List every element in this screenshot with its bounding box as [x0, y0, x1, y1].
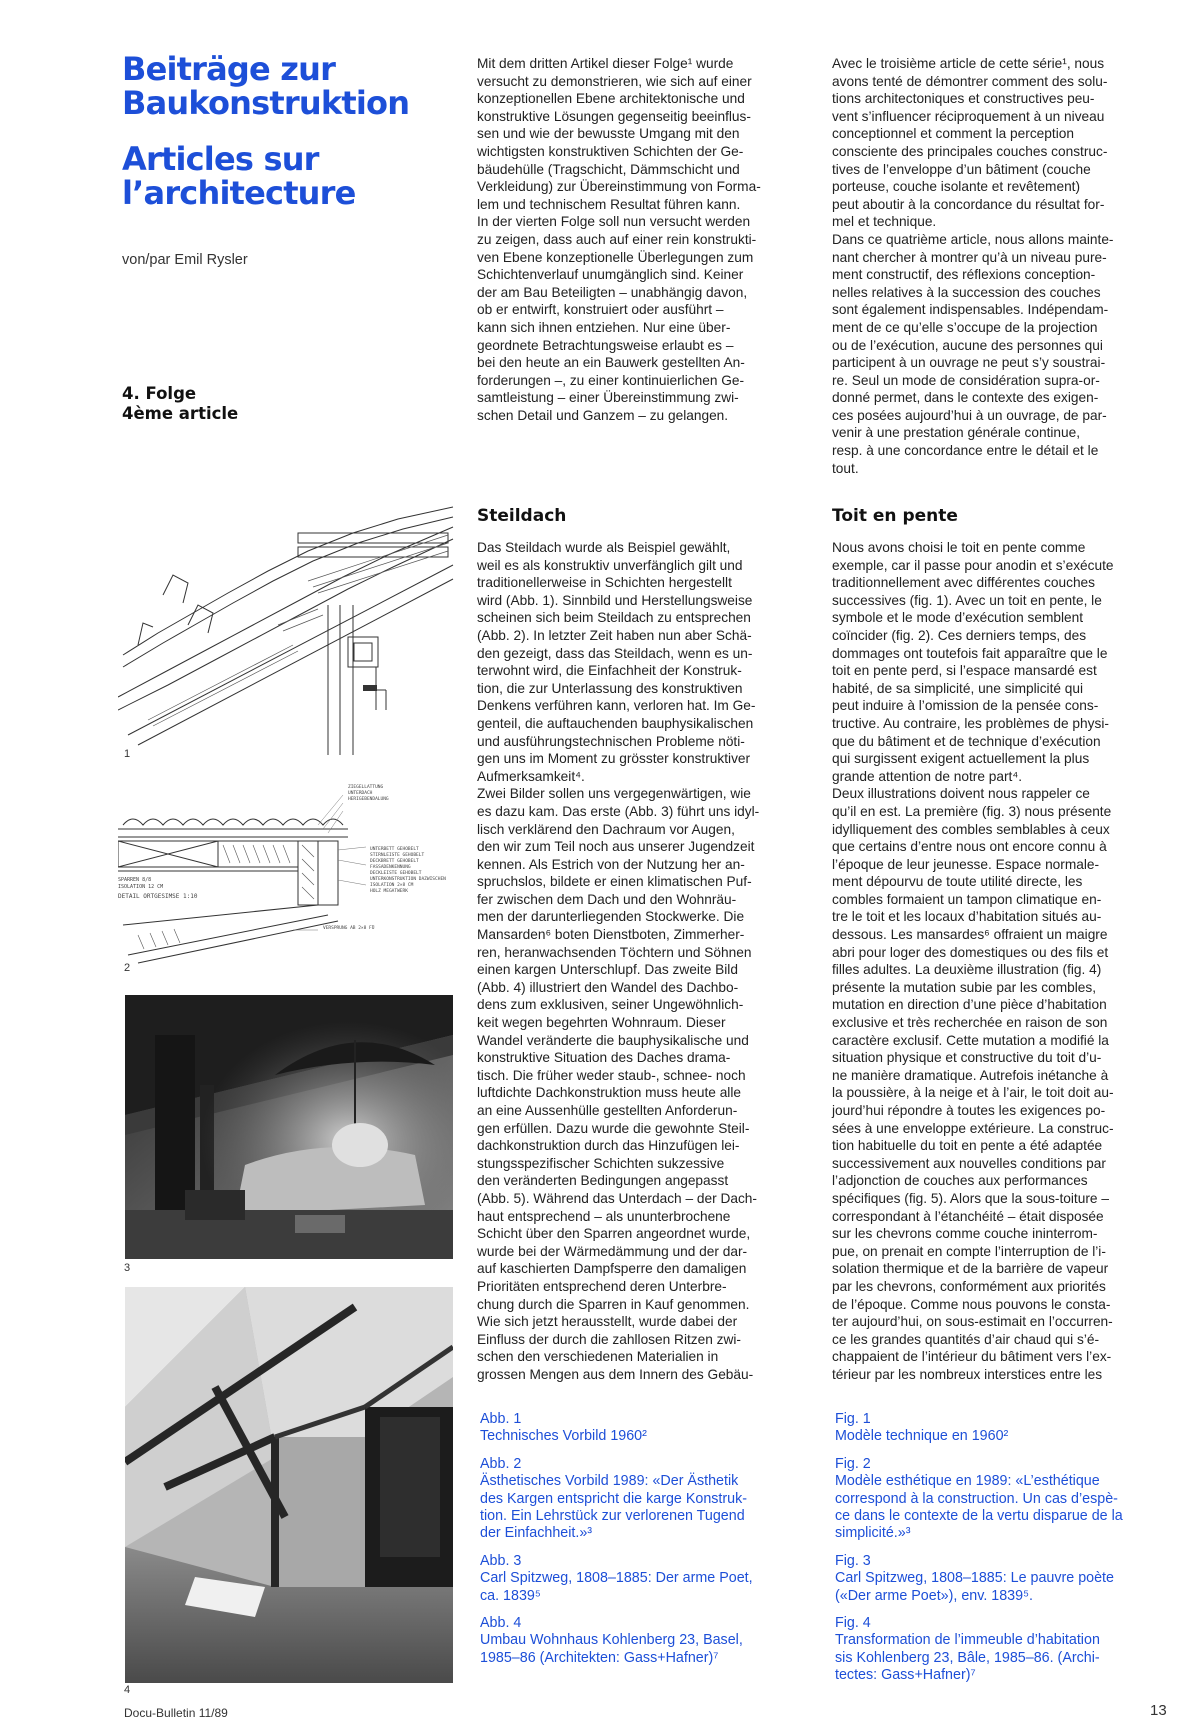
figure-caption-text: des Kargen entspricht die karge Konstruk- [480, 1490, 748, 1507]
title-german [122, 52, 422, 120]
figure-caption-text: ca. 1839⁵ [480, 1587, 541, 1604]
series-label-de: 4. Folge [122, 384, 197, 403]
figure-caption-text: Carl Spitzweg, 1808–1885: Der arme Poet, [480, 1570, 753, 1587]
title-fr-line1: Articles sur [122, 140, 319, 178]
text-line: Denkens verführen kann, verloren hat. Im Ge- [477, 698, 756, 714]
text-line: traditionnellement avec différentes couches [832, 575, 1096, 591]
text-line: filles adultes. La deuxième illustration (fig. 4) [832, 962, 1102, 978]
figure-caption-text: tectes: Gass+Hafner)⁷ [835, 1667, 976, 1684]
text-line: avons tenté de démontrer comment des solu- [832, 73, 1108, 89]
text-line: vent s’influencer réciproquement à un niveau [832, 108, 1105, 124]
text-line: Aufmerksamkeit⁴. [477, 768, 585, 784]
text-line: par les chevrons, conformément aux priorités [832, 1278, 1106, 1294]
figure-caption-label: Fig. 3 [835, 1552, 871, 1569]
text-line: tructive. Au contraire, les problèmes de physi- [832, 715, 1109, 731]
fig2-label: HOLZ MEGATWERK [370, 889, 408, 894]
figure-caption-label: Abb. 1 [480, 1411, 522, 1427]
text-line: tisch. Die früher weder staub-, schnee- noch [477, 1067, 746, 1083]
text-line: sen und wie der bewusste Umgang mit den [477, 126, 740, 142]
figure-2-labels-left [118, 877, 197, 900]
text-line: genteil, die auftauchenden bauphysikalischen [477, 715, 754, 731]
text-line: porteuse, couche isolante et revêtement) [832, 179, 1081, 195]
text-line: que certains d’entre nous ont encore connu à [832, 839, 1107, 855]
text-line: situation physique et constructive du toit d’u- [832, 1050, 1102, 1066]
title-fr-line2: l’architecture [122, 174, 356, 212]
text-line: bäudehülle (Tragschicht, Dämmschicht und [477, 161, 740, 177]
text-line: symbole et le mode d’exécution semblent [832, 610, 1084, 626]
text-line: Das Steildach wurde als Beispiel gewählt, [477, 540, 731, 555]
figure-caption-text: 1985–86 (Architekten: Gass+Hafner)⁷ [480, 1649, 719, 1666]
text-line: chung durch die Sparren in Kauf genommen. [477, 1296, 750, 1312]
text-line: qui surgissent exigent actuellement la plus [832, 751, 1090, 767]
figure-caption-label: Fig. 1 [835, 1411, 871, 1427]
figure-caption-text: der Einfachheit.»³ [480, 1525, 593, 1542]
text-line: Mansarden⁶ boten Dienstboten, Zimmerher- [477, 927, 745, 943]
figure-1-number: 1 [124, 748, 131, 760]
intro-german [477, 55, 817, 424]
text-line: Dans ce quatrième article, nous allons mainte- [832, 231, 1114, 247]
text-line: schen Detail und Ganzem – zu gelangen. [477, 407, 729, 423]
text-line: consciente des principales couches construc- [832, 143, 1108, 159]
section-heading-fr: Toit en pente [832, 506, 958, 526]
fig2-label: UNTERBETT GEHOBELT [370, 847, 419, 852]
title-de-line1: Beiträge zur [122, 50, 336, 88]
text-line: ment de ce qu’elle s’occupe de la projection [832, 319, 1098, 335]
body-french [832, 539, 1172, 1384]
text-line: ment constructif, des réflexions conception- [832, 267, 1096, 283]
fig2-label: DECKLEISTE GEHOBELT [370, 871, 422, 876]
text-line: konstruktive Situation des Daches drama- [477, 1050, 731, 1066]
fig2-label: DETAIL ORTGESIMSE 1:10 [118, 893, 198, 900]
text-line: tion habituelle du toit en pente a été adaptée [832, 1138, 1103, 1154]
text-line: den wir zum Teil noch aus unserer Jugendzeit [477, 839, 755, 855]
figure-caption-text: simplicité.»³ [835, 1525, 911, 1542]
text-line: caractère exclusif. Cette mutation a modifié la [832, 1032, 1109, 1048]
text-line: de l’époque. Comme nous pouvons le consta- [832, 1296, 1111, 1312]
text-line: tre le toit et les locaux d’habitation situés au- [832, 909, 1102, 925]
fig2-label: DECKBRETT GEHOBELT [370, 859, 419, 864]
figure-caption-text: correspond à la construction. Un cas d’espè- [835, 1490, 1118, 1507]
text-line: den gezeigt, dass das Steildach, wenn es un- [477, 645, 753, 661]
figure-caption-text: Modèle technique en 1960² [835, 1428, 1009, 1445]
text-line: keit wegen begehrten Wohnraum. Dieser [477, 1015, 726, 1031]
text-line: ment dépourvu de toute utilité directe, les [832, 874, 1083, 890]
text-line: sont également indispensables. Indépendam- [832, 302, 1109, 318]
figure-2-detail-drawing [118, 785, 458, 965]
text-line: tion, die zur Unterlassung des konstruktiven [477, 680, 743, 696]
text-line: spruchslos, bildete er einen klimatischen Puf- [477, 874, 752, 890]
text-line: Einfluss der durch die zahllosen Ritzen zwi- [477, 1331, 741, 1347]
text-line: térieur par les nombreux interstices entre les [832, 1366, 1103, 1382]
text-line: tions architectoniques et constructives peu- [832, 91, 1095, 107]
figure-caption-label: Abb. 3 [480, 1552, 522, 1569]
text-line: schen den verschiedenen Materialien in [477, 1349, 719, 1365]
text-line: Schichtenverlauf unumgänglich sind. Keiner [477, 267, 744, 283]
figure-2-labels-top [348, 785, 389, 803]
fig2-label: ISOLATION 12 CM [118, 884, 164, 890]
text-line: donné permet, dans le contexte des exigen- [832, 390, 1099, 406]
text-line: successives (fig. 1). Avec un toit en pente, le [832, 592, 1102, 608]
text-line: ven Ebene konzeptionelle Überlegungen zum [477, 249, 754, 265]
text-line: la poussière, à la neige et à l’air, le toit doit au- [832, 1085, 1114, 1101]
fig2-label: FASSADENKENNUNG [370, 865, 411, 870]
text-line: solation thermique et de la barrière de vapeur [832, 1261, 1109, 1277]
text-line: exclusive et très recherchée en raison de son [832, 1015, 1108, 1031]
text-line: an eine Aussenhülle gestellten Anforderun- [477, 1103, 738, 1118]
text-line: dens zum exklusiven, seiner Ungewöhnlich- [477, 997, 744, 1013]
figure-caption [480, 1411, 820, 1446]
text-line: den veränderten Bedingungen angepasst [477, 1173, 729, 1189]
section-heading-de: Steildach [477, 506, 567, 526]
text-line: es dazu kam. Das erste (Abb. 3) führt uns idyl- [477, 803, 760, 819]
text-line: toit en pente perd, si l’espace mansardé est [832, 663, 1097, 679]
fig2-label: ZIEGELLATTUNG [348, 785, 384, 790]
text-line: einen kargen Unterschlupf. Das zweite Bild [477, 962, 738, 978]
fig2-label: SPARREN 8/8 [118, 877, 152, 883]
figure-caption-text: Carl Spitzweg, 1808–1885: Le pauvre poète [835, 1570, 1114, 1587]
text-line: Deux illustrations doivent nous rappeler ce [832, 786, 1090, 802]
text-line: présente la mutation subie par les combles, [832, 979, 1097, 995]
text-line: tives de l’enveloppe d’un bâtiment (couche [832, 161, 1091, 177]
text-line: grande attention de notre part⁴. [832, 768, 1023, 784]
text-line: Schicht über den Sparren angeordnet wurde, [477, 1226, 751, 1242]
figure-caption-text: Umbau Wohnhaus Kohlenberg 23, Basel, [480, 1632, 743, 1649]
text-line: Avec le troisième article de cette série¹, nous [832, 56, 1105, 71]
text-line: luftdichte Dachkonstruktion muss heute alle [477, 1085, 742, 1101]
text-line: kennen. Als Estrich von der Nutzung her an- [477, 856, 745, 872]
text-line: habité, de sa simplicité, une simplicité qui [832, 680, 1084, 696]
body-german [477, 539, 817, 1384]
text-line: Wie sich jetzt herausstellt, wurde dabei der [477, 1314, 738, 1330]
captions-french [835, 1411, 1175, 1695]
text-line: gen erfüllen. Dazu wurde die gewohnte Steil- [477, 1120, 750, 1136]
text-line: chappaient de l’intérieur du bâtiment vers l’ex- [832, 1349, 1112, 1365]
text-line: l’époque de leur jeunesse. Espace normale- [832, 856, 1100, 872]
text-line: abri pour loger des domestiques ou des fils et [832, 944, 1109, 960]
text-line: idylliquement des combles semblables à ceux [832, 821, 1110, 837]
figure-caption-label: Abb. 2 [480, 1455, 522, 1472]
text-line: resp. à une concordance entre le détail et le [832, 443, 1099, 459]
text-line: ren, heranwachsenden Töchtern und Söhnen [477, 944, 752, 960]
figure-caption [480, 1615, 820, 1667]
figure-caption-text: Transformation de l’immeuble d’habitation [835, 1632, 1100, 1649]
text-line: sur les chevrons comme couche ininterrom- [832, 1226, 1098, 1242]
text-line: terwohnt wird, die Einfachheit der Konstruk- [477, 663, 742, 679]
byline: von/par Emil Rysler [122, 252, 248, 268]
text-line: grossen Mengen aus dem Innern des Gebäu- [477, 1366, 754, 1382]
figure-2-number: 2 [124, 962, 131, 974]
text-line: bei den heute an ein Bauwerk gestellten An- [477, 355, 745, 371]
figure-4-number: 4 [124, 1684, 131, 1696]
text-line: kann sich ihnen entziehen. Nur eine über- [477, 319, 731, 335]
text-line: (Abb. 4) illustriert den Wandel des Dachbo- [477, 979, 739, 995]
figure-caption-text: Ästhetisches Vorbild 1989: «Der Ästhetik [480, 1473, 739, 1490]
figure-caption [835, 1553, 1175, 1605]
text-line: (Abb. 5). Während das Unterdach – der Dach- [477, 1190, 757, 1206]
text-line: Nous avons choisi le toit en pente comme [832, 540, 1086, 555]
text-line: (Abb. 2). In letzter Zeit haben nun aber Schä- [477, 627, 752, 643]
figure-caption [480, 1456, 820, 1543]
text-line: lisch verklärend den Dachraum vor Augen, [477, 821, 735, 837]
figure-caption-label: Abb. 4 [480, 1615, 522, 1632]
text-line: ne manière dramatique. Autrefois inétanche à [832, 1067, 1109, 1083]
figure-caption-label: Fig. 2 [835, 1455, 871, 1472]
text-line: tout. [832, 460, 859, 476]
text-line: jourd’hui répondre à toutes les exigences po- [832, 1103, 1106, 1118]
fig2-label: ISOLATION 2×8 CM [370, 883, 414, 888]
text-line: zu zeigen, dass auch auf einer rein konstrukti- [477, 231, 757, 247]
text-line: successivement aux nouvelles conditions par [832, 1155, 1106, 1171]
text-line: und ausführungstechnischen Probleme nöti- [477, 733, 745, 749]
text-line: ter aujourd’hui, on sous-estimait en l’occurren- [832, 1314, 1113, 1330]
fig2-label: STIRNLEISTE GEHOBELT [370, 853, 425, 858]
text-line: l’adjonction de couches aux performances [832, 1173, 1088, 1189]
captions-german [480, 1411, 820, 1677]
text-line: ou de l’exécution, aucune des personnes qui [832, 337, 1103, 353]
text-line: ce les grandes quantités d’air chaud qui s’é- [832, 1331, 1100, 1347]
text-line: peut induire à l’omission de la pensée cons- [832, 698, 1099, 714]
figure-1-roof-section-drawing [118, 505, 458, 755]
text-line: dommages ont toutefois fait apparaître que le [832, 645, 1108, 661]
text-line: sées à une enveloppe extérieure. La construc- [832, 1120, 1114, 1136]
text-line: nelles relatives à la succession des couches [832, 284, 1101, 300]
figure-caption [835, 1456, 1175, 1543]
text-line: wird (Abb. 1). Sinnbild und Herstellungsweise [477, 592, 753, 608]
text-line: lem und technischem Resultat führen kann. [477, 196, 741, 212]
text-line: der am Bau Beteiligten – unabhängig davon, [477, 284, 748, 300]
text-line: coïncider (fig. 2). Ces derniers temps, des [832, 627, 1087, 643]
figure-caption [835, 1411, 1175, 1446]
series-label [122, 384, 238, 424]
text-line: re. Seul un mode de considération supra-or- [832, 372, 1100, 388]
text-line: forderungen –, zu einer kontinuierlichen Ge- [477, 372, 745, 388]
text-line: gen uns im Moment zu grösster konstruktiver [477, 751, 751, 767]
figure-caption-label: Fig. 4 [835, 1615, 871, 1632]
figure-caption [480, 1553, 820, 1605]
text-line: ob er entwirft, konstruiert oder ausführt – [477, 302, 724, 318]
figure-3-number: 3 [124, 1262, 131, 1274]
fig2-label: HERIGEBENDALUNG [348, 797, 389, 802]
text-line: scheinen sich beim Steildach zu entsprechen [477, 610, 751, 626]
text-line: konzeptionellen Ebene architektonische und [477, 91, 745, 107]
text-line: exemple, car il passe pour anodin et s’exécute [832, 557, 1114, 573]
text-line: weil es als konstruktiv unverfänglich gilt und [477, 557, 743, 573]
text-line: mutation en direction d’une pièce d’habitation [832, 997, 1107, 1013]
series-label-fr: 4ème article [122, 404, 239, 423]
text-line: peut aboutir à la concordance du résultat for- [832, 196, 1105, 212]
fig2-label: UNTERKONSTRUKTION DAZWISCHEN [370, 877, 446, 882]
text-line: auf kaschierten Dampfsperre den damaligen [477, 1261, 747, 1277]
figure-2-label-bottom: VERSPRUNG AB 2×8 FÜ [323, 926, 375, 931]
figure-4-svg [125, 1287, 453, 1683]
figure-caption-text: Modèle esthétique en 1989: «L’esthétique [835, 1473, 1100, 1490]
text-line: versucht zu demonstrieren, wie sich auf einer [477, 73, 752, 89]
title-french [122, 142, 422, 210]
fig2-label: UNTERDACH [348, 791, 373, 796]
text-line: participent à un ouvrage ne peut s’y soustrai- [832, 355, 1106, 371]
text-line: pue, on prenait en compte l’interruption de l’i- [832, 1243, 1106, 1259]
figure-caption-text: sis Kohlenberg 23, Bâle, 1985–86. (Archi- [835, 1649, 1100, 1666]
text-line: geordnete Betrachtungsweise erlaubt es – [477, 337, 734, 353]
text-line: que du bâtiment et de technique d’exécution [832, 733, 1101, 749]
text-line: dachkonstruktion durch das Hinzufügen lei- [477, 1138, 740, 1154]
text-line: wurde bei der Wärmedämmung und der dar- [477, 1243, 748, 1259]
text-line: Prioritäten entsprechend deren Unterbre- [477, 1278, 727, 1294]
figure-caption-text: ce dans le contexte de la vertu disparue de la [835, 1508, 1123, 1525]
text-line: dessous. Les mansardes⁶ offraient un maigre [832, 927, 1108, 943]
text-line: correspondant à l’étanchéité – était disposée [832, 1208, 1104, 1224]
text-line: spécifiques (fig. 5). Alors que la sous-toiture – [832, 1190, 1109, 1206]
text-line: mel et technique. [832, 214, 937, 230]
figure-3-painting-arme-poet [125, 995, 453, 1259]
text-line: combles formaient un tampon climatique en- [832, 891, 1102, 907]
figure-caption-text: («Der arme Poet»), env. 1839⁵. [835, 1587, 1033, 1604]
text-line: nant chercher à montrer qu’à un niveau pure- [832, 249, 1107, 265]
text-line: conceptionnel et comment la perception [832, 126, 1074, 142]
page-number: 13 [1150, 1702, 1167, 1719]
figure-2-labels-middle [370, 847, 446, 895]
text-line: samtleistung – einer Übereinstimmung zwi- [477, 390, 739, 406]
figure-3-svg [125, 995, 453, 1259]
figure-caption-text: tion. Ein Lehrstück zur verlorenen Tugend [480, 1508, 745, 1525]
text-line: In der vierten Folge soll nun versucht werden [477, 214, 751, 230]
footer-publication: Docu-Bulletin 11/89 [124, 1706, 228, 1720]
text-line: venir à une prestation générale continue, [832, 425, 1081, 441]
text-line: traditionellerweise in Schichten hergestellt [477, 575, 732, 591]
text-line: Mit dem dritten Artikel dieser Folge¹ wurde [477, 56, 734, 71]
figure-caption-text: Technisches Vorbild 1960² [480, 1428, 647, 1445]
text-line: stungsspezifischer Schichten sukzessive [477, 1155, 725, 1171]
figure-4-attic-photo [125, 1287, 453, 1683]
text-line: qu’il en est. La première (fig. 3) nous présente [832, 803, 1112, 819]
figure-1-svg [118, 505, 458, 755]
text-line: wichtigsten konstruktiven Schichten der Ge- [477, 143, 744, 159]
text-line: konstruktive Lösungen gegenseitig beeinflus- [477, 108, 751, 124]
text-line: fer zwischen dem Dach und den Wohnräu- [477, 891, 737, 907]
text-line: Wandel veränderte die bauphysikalische und [477, 1032, 749, 1048]
text-line: ces posées aujourd’hui à un ouvrage, de par- [832, 407, 1107, 423]
intro-french [832, 55, 1172, 477]
text-line: men der darunterliegenden Stockwerke. Die [477, 909, 745, 925]
text-line: Zwei Bilder sollen uns vergegenwärtigen, wie [477, 786, 751, 802]
title-de-line2: Baukonstruktion [122, 84, 410, 122]
text-line: haut entsprechend – als ununterbrochene [477, 1208, 731, 1224]
figure-caption [835, 1615, 1175, 1685]
text-line: Verkleidung) zur Übereinstimmung von Forma- [477, 179, 761, 195]
